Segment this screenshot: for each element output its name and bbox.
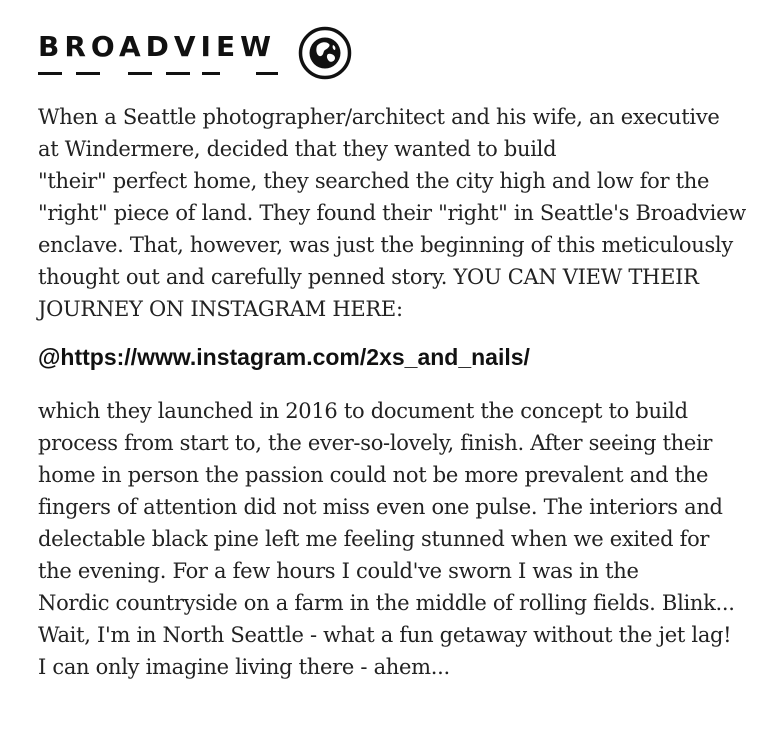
title-underline-dash (128, 72, 152, 75)
paragraph-line: "right" piece of land. They found their "right" in Seattle's Broadview (38, 201, 746, 225)
intro-paragraph (38, 101, 753, 325)
globe-icon (298, 26, 352, 80)
paragraph-line: Wait, I'm in North Seattle - what a fun getaway without the jet lag! (38, 623, 732, 647)
title-underline-dash (166, 72, 190, 75)
paragraph-line: thought out and carefully penned story. YOU CAN VIEW THEIR (38, 265, 699, 289)
title-underline-dash (202, 72, 220, 75)
paragraph-line: When a Seattle photographer/architect and his wife, an executive (38, 105, 720, 129)
paragraph-line: I can only imagine living there - ahem... (38, 655, 450, 679)
instagram-link[interactable]: @https://www.instagram.com/2xs_and_nails/ (38, 344, 530, 370)
title-underline-dash (38, 72, 62, 75)
paragraph-line: fingers of attention did not miss even one pulse. The interiors and (38, 495, 723, 519)
paragraph-line: which they launched in 2016 to document the concept to build (38, 399, 688, 423)
title-underline-dash (76, 72, 100, 75)
body-paragraph (38, 395, 753, 683)
paragraph-line: the evening. For a few hours I could've sworn I was in the (38, 559, 639, 583)
paragraph-line: at Windermere, decided that they wanted to build (38, 137, 557, 161)
paragraph-line: home in person the passion could not be more prevalent and the (38, 463, 709, 487)
paragraph-line: Nordic countryside on a farm in the middle of rolling fields. Blink... (38, 591, 735, 615)
title-underline-dash (256, 72, 278, 75)
paragraph-line: process from start to, the ever-so-lovely, finish. After seeing their (38, 431, 713, 455)
paragraph-line: "their" perfect home, they searched the city high and low for the (38, 169, 710, 193)
page-title: BROADVIEW (38, 30, 276, 63)
paragraph-line: delectable black pine left me feeling stunned when we exited for (38, 527, 710, 551)
paragraph-line: enclave. That, however, was just the beginning of this meticulously (38, 233, 733, 257)
paragraph-line: JOURNEY ON INSTAGRAM HERE: (38, 297, 403, 321)
